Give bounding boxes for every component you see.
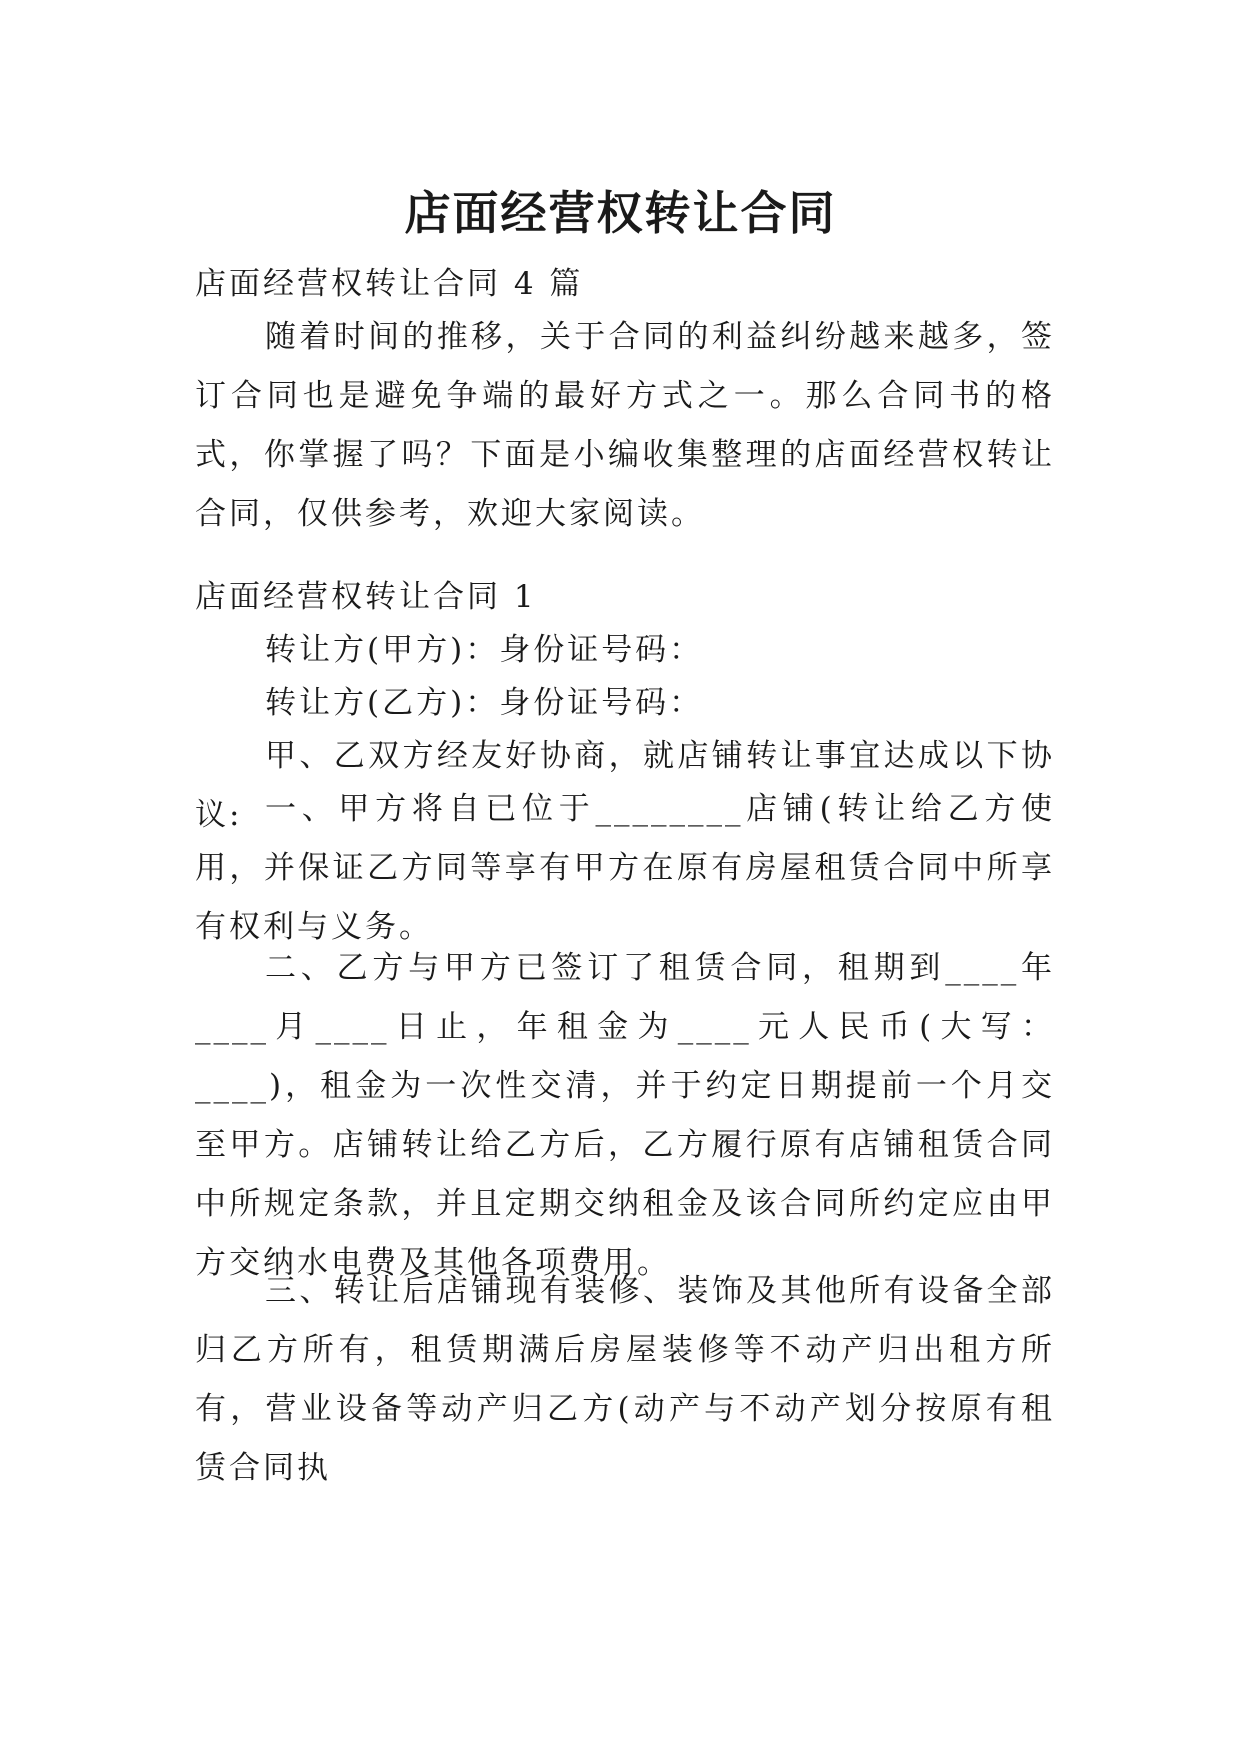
section-1-heading: 店面经营权转让合同 1 (195, 579, 537, 615)
party-b-line: 转让方(乙方)：身份证号码： (265, 685, 704, 721)
intro-paragraph: 随着时间的推移，关于合同的利益纠纷越来越多，签订合同也是避免争端的最好方式之一。那么合同书的格式，你掌握了吗？下面是小编收集整理的店面经营权转让合同，仅供参考，欢迎大家阅读。 (195, 319, 1055, 532)
clause-2: 二、乙方与甲方已签订了租赁合同，租期到____年____月____日止，年租金为____元人民币(大写：____)，租金为一次性交清，并于约定日期提前一个月交至甲方。店铺转让给乙方后，乙方履行原有店铺租赁合同中所规定条款，并且定期交纳租金及该合同所约定应由甲方交纳水电费及其他各项费用。 (195, 950, 1055, 1281)
clause-3: 三、转让后店铺现有装修、装饰及其他所有设备全部归乙方所有，租赁期满后房屋装修等不动产归出租方所有，营业设备等动产归乙方(动产与不动产划分按原有租赁合同执 (195, 1273, 1055, 1486)
party-a-line: 转让方(甲方)：身份证号码： (265, 632, 704, 668)
document-subtitle: 店面经营权转让合同 4 篇 (195, 266, 584, 302)
agreement-intro: 甲、乙双方经友好协商，就店铺转让事宜达成以下协议: (195, 738, 1055, 833)
document-title: 店面经营权转让合同 (404, 185, 837, 240)
clause-1: 一、甲方将自已位于________店铺(转让给乙方使用，并保证乙方同等享有甲方在原有房屋租赁合同中所享有权利与义务。 (195, 791, 1055, 945)
